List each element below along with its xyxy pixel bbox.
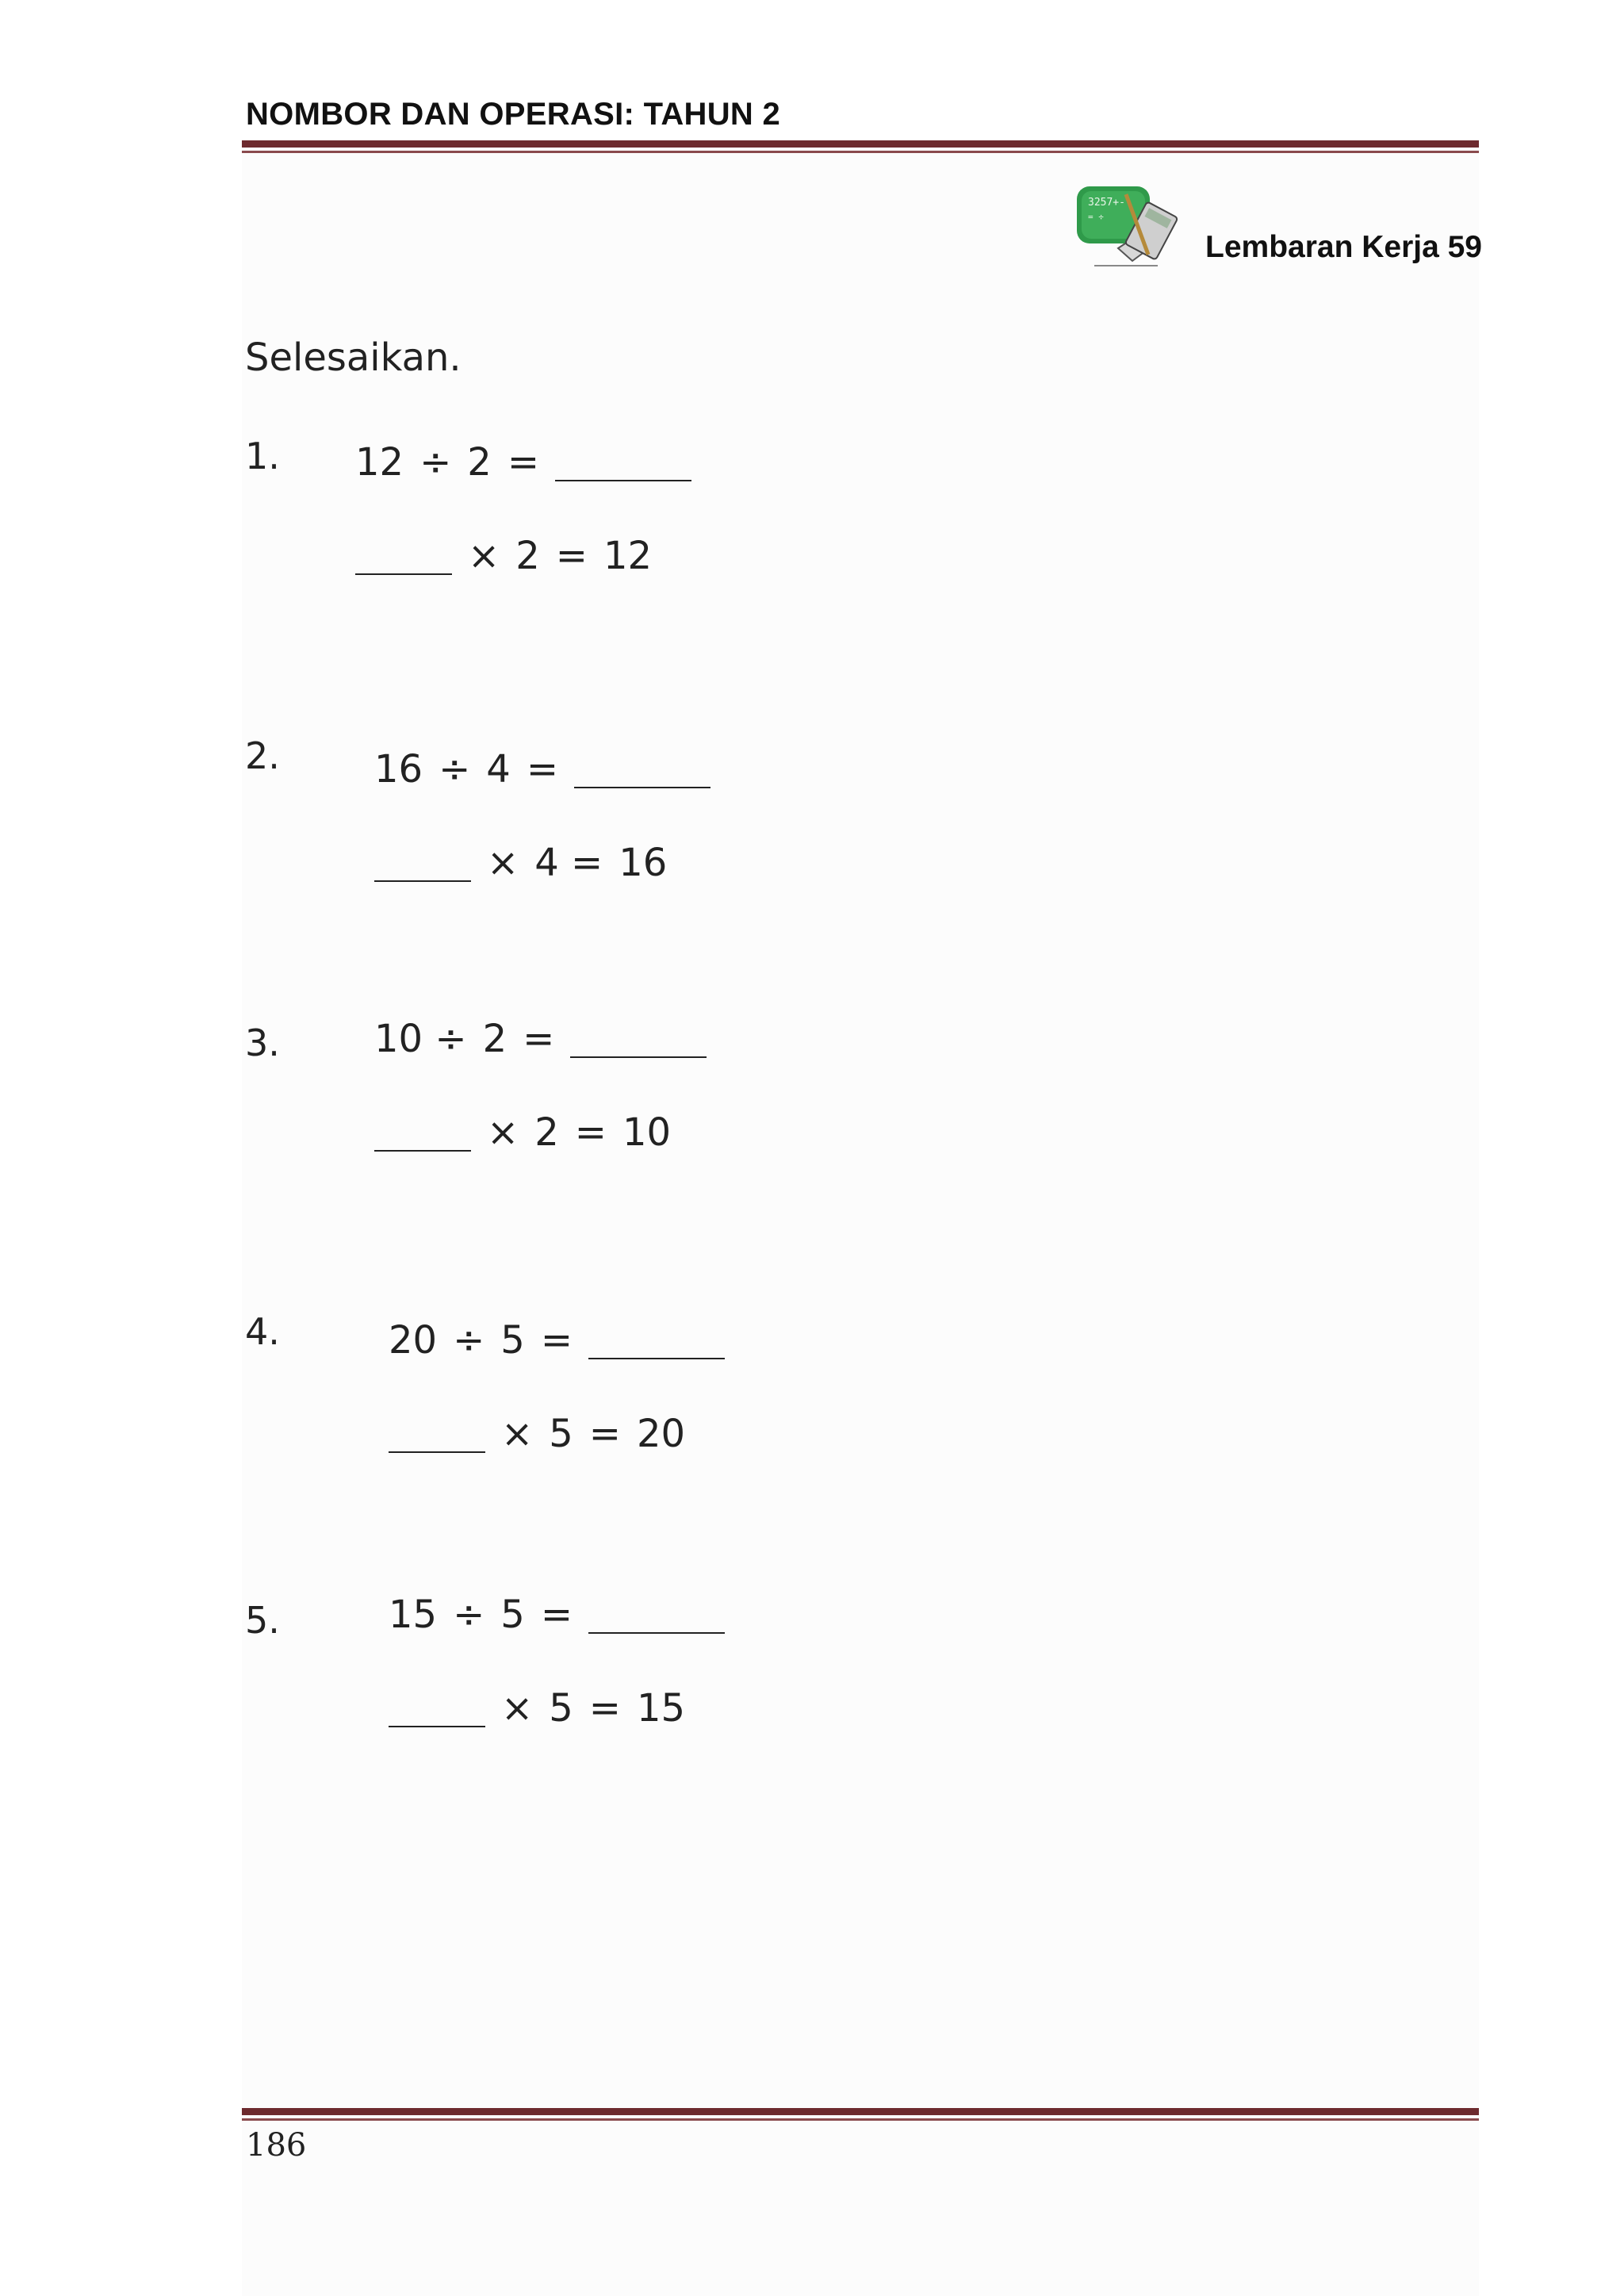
answer-blank[interactable] xyxy=(374,1149,471,1152)
board-text: 3257+- xyxy=(1088,197,1125,209)
question-2-division: 16 ÷ 4 = xyxy=(374,747,710,792)
question-1-division: 12 ÷ 2 = xyxy=(355,440,691,485)
question-2-number: 2. xyxy=(245,734,280,777)
question-1-number: 1. xyxy=(245,435,280,477)
answer-blank[interactable] xyxy=(389,1451,485,1453)
question-2-multiplication: × 4 = 16 xyxy=(374,841,667,885)
answer-blank[interactable] xyxy=(574,786,710,788)
answer-blank[interactable] xyxy=(374,880,471,882)
worksheet-label: Lembaran Kerja 59 xyxy=(1205,230,1483,264)
instruction-text: Selesaikan. xyxy=(245,335,462,380)
question-3-division: 10 ÷ 2 = xyxy=(374,1017,707,1061)
answer-blank[interactable] xyxy=(588,1357,725,1359)
answer-blank[interactable] xyxy=(355,573,452,575)
page-number: 186 xyxy=(246,2127,307,2164)
answer-blank[interactable] xyxy=(389,1725,485,1727)
question-5-number: 5. xyxy=(245,1599,280,1642)
question-5-division: 15 ÷ 5 = xyxy=(389,1593,725,1637)
svg-text:= ÷: = ÷ xyxy=(1088,212,1104,222)
header-rule xyxy=(242,140,1479,153)
question-4-division: 20 ÷ 5 = xyxy=(389,1318,725,1363)
answer-blank[interactable] xyxy=(570,1056,707,1058)
question-5-multiplication: × 5 = 15 xyxy=(389,1686,685,1731)
question-4-number: 4. xyxy=(245,1310,280,1353)
question-3-multiplication: × 2 = 10 xyxy=(374,1110,671,1155)
question-1-multiplication: × 2 = 12 xyxy=(355,534,652,578)
answer-blank[interactable] xyxy=(588,1631,725,1634)
question-4-multiplication: × 5 = 20 xyxy=(389,1412,685,1456)
calculator-chalkboard-icon xyxy=(1071,178,1182,274)
footer-rule xyxy=(242,2108,1479,2121)
header-title: NOMBOR DAN OPERASI: TAHUN 2 xyxy=(246,97,781,132)
answer-blank[interactable] xyxy=(555,479,691,481)
question-3-number: 3. xyxy=(245,1022,280,1064)
